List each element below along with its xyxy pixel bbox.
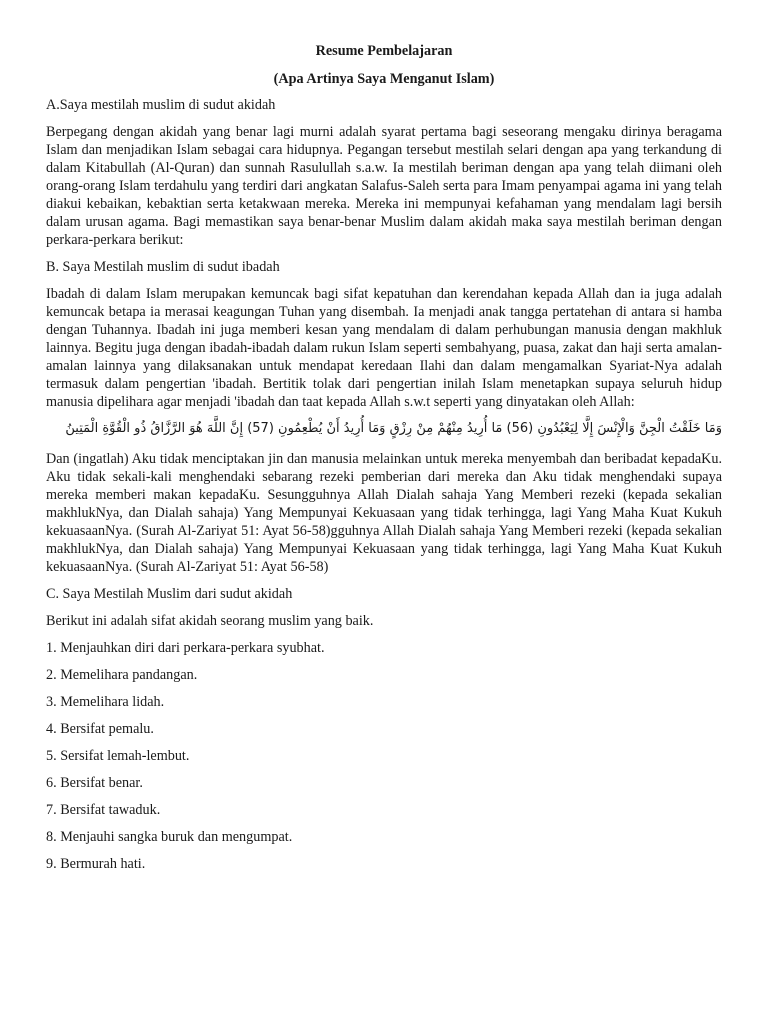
list-item: 6. Bersifat benar.: [46, 775, 143, 791]
section-b-heading: B. Saya Mestilah muslim di sudut ibadah: [46, 259, 280, 275]
quran-verse-arabic: وَمَا خَلَقْتُ الْجِنَّ وَالْإِنْسَ إِلَّا لِيَعْبُدُونِ (56) مَا أُرِيدُ مِنْهُمْ مِنْ رِزْقٍ وَمَا أُرِيدُ أَنْ يُطْعِمُونِ (57) إِنَّ اللَّهَ هُوَ الرَّزَّاقُ ذُو الْقُوَّةِ الْمَتِينُ: [65, 421, 722, 436]
list-item: 8. Menjauhi sangka buruk dan mengumpat.: [46, 829, 293, 845]
verse-translation: Dan (ingatlah) Aku tidak menciptakan jin dan manusia melainkan untuk mereka menyembah dan beribadat kepadaKu. Aku tidak sekali-kali menghendaki sebarang rezeki pemberian dari mereka dan Aku tidak menghendaki supaya mereka memberi makan kepadaKu. Sesungguhnya Allah Dialah sahaja Yang Memberi rezeki (kepada sekalian makhlukNya, dan Dialah sahaja) Yang Mempunyai Kekuasaan yang tidak terhingga, lagi Yang Maha Kuat Kukuh kekuasaanNya. (Surah Al-Zariyat 51: Ayat 56-58)gguhnya Allah Dialah sahaja Yang Memberi rezeki (kepada sekalian makhlukNya, dan Dialah sahaja) Yang Mempunyai Kekuasaan yang tidak terhingga, lagi Yang Maha Kuat Kukuh kekuasaanNya. (Surah Al-Zariyat 51: Ayat 56-58): [46, 451, 722, 575]
list-item: 3. Memelihara lidah.: [46, 694, 165, 710]
list-item: 1. Menjauhkan diri dari perkara-perkara syubhat.: [46, 640, 325, 656]
list-item: 9. Bermurah hati.: [46, 856, 146, 872]
trait-list: [46, 639, 722, 873]
list-item: 5. Sersifat lemah-lembut.: [46, 748, 190, 764]
section-a-paragraph: Berpegang dengan akidah yang benar lagi murni adalah syarat pertama bagi seseorang mengaku dirinya beragama Islam dan menjadikan Islam sebagai cara hidupnya. Pegangan tersebut mestilah selari dengan apa yang terkandung di dalam Kitabullah (Al-Quran) dan sunnah Rasulullah s.a.w. Ia mestilah beriman dengan apa yang telah diimani oleh orang-orang Islam terdahulu yang terdiri dari angkatan Salafus-Saleh serta para Imam penyampai agama ini yang telah diakui kebaikan, kebaktian serta ketakwaan mereka. Mereka ini mempunyai kefahaman yang mendalam lagi bersih dalam urusan agama. Bagi memastikan saya benar-benar Muslim dalam akidah maka saya mestilah beriman dengan perkara-perkara berikut:: [46, 124, 722, 248]
section-a-heading: A.Saya mestilah muslim di sudut akidah: [46, 97, 276, 113]
section-b-paragraph: Ibadah di dalam Islam merupakan kemuncak bagi sifat kepatuhan dan kerendahan kepada Allah dan ia juga adalah kemuncak betapa ia merasai keagungan Tuhan yang disembah. Ia menjadi anak tangga pertatehan di antara si hamba dengan Tuhannya. Ibadah ini juga memberi kesan yang mendalam di dalam perhubungan manusia dengan makhluk lainnya. Begitu juga dengan ibadah-ibadah dalam rukun Islam seperti sembahyang, puasa, zakat dan haji serta amalan-amalan lainnya yang dilaksanakan untuk mendapat keredaan Ilahi dan dalam mengamalkan Syariat-Nya adalah termasuk dalam pengertian 'ibadah. Bertitik tolak dari pengertian inilah Islam menetapkan supaya seluruh hidup manusia dipelihara agar menjadi 'ibadah dan taat kepada Allah s.w.t seperti yang dinyatakan oleh Allah:: [46, 286, 722, 410]
section-c-intro: Berikut ini adalah sifat akidah seorang muslim yang baik.: [46, 613, 374, 629]
section-c-heading: C. Saya Mestilah Muslim dari sudut akidah: [46, 586, 293, 602]
document-subtitle: (Apa Artinya Saya Menganut Islam): [273, 71, 495, 87]
list-item: 7. Bersifat tawaduk.: [46, 802, 161, 818]
list-item: 2. Memelihara pandangan.: [46, 667, 198, 683]
list-item: 4. Bersifat pemalu.: [46, 721, 154, 737]
document-title: Resume Pembelajaran: [315, 43, 453, 59]
